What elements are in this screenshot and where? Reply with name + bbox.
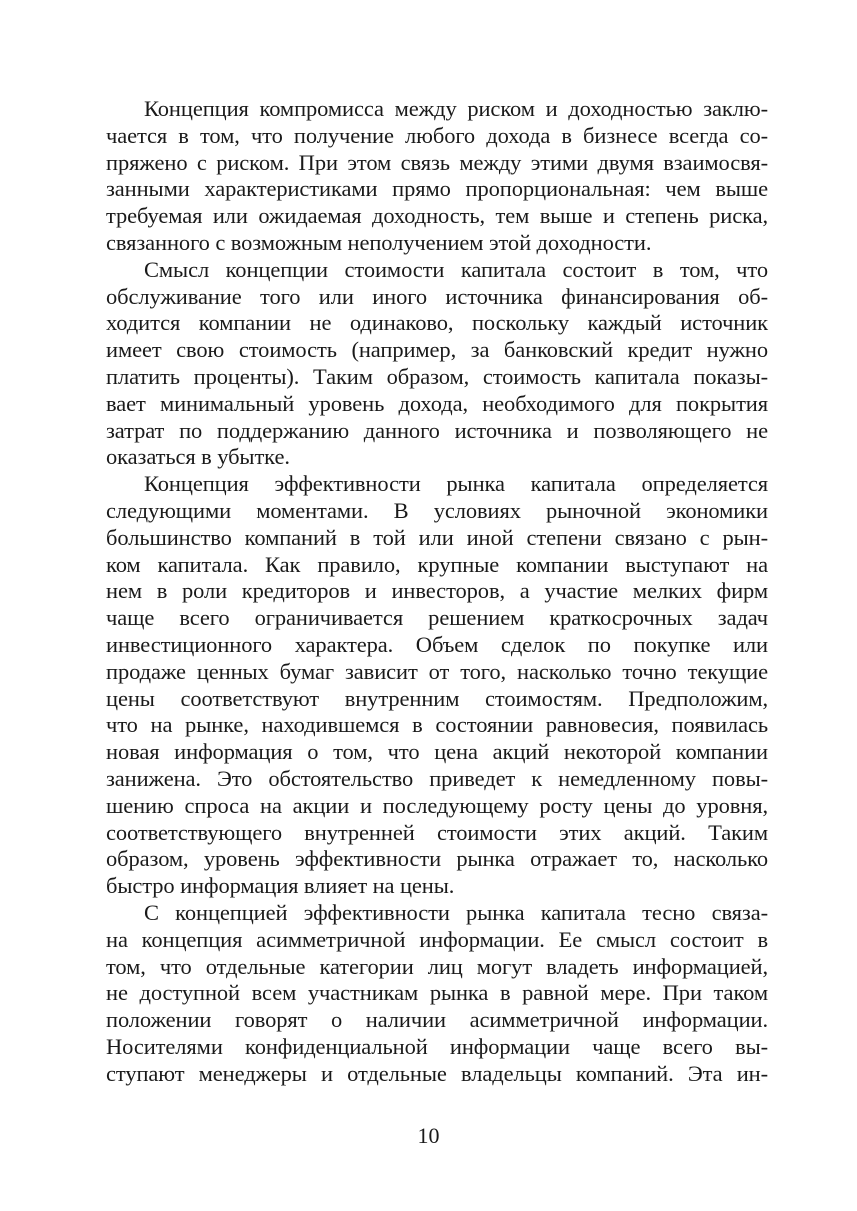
text-line: новая информация о том, что цена акций некоторой компании bbox=[106, 739, 768, 765]
text-line: платить проценты). Таким образом, стоимость капитала показы- bbox=[106, 363, 768, 389]
text-line: Концепция компромисса между риском и доходностью заклю- bbox=[144, 96, 768, 121]
body-text bbox=[106, 96, 768, 1087]
text-line: оказаться в убытке. bbox=[106, 444, 290, 470]
text-line: имеет свою стоимость (например, за банковский кредит нужно bbox=[106, 337, 768, 363]
text-line: занными характеристиками прямо пропорциональная: чем выше bbox=[106, 176, 768, 202]
text-line: обслуживание того или иного источника финансирования об- bbox=[106, 283, 768, 309]
text-line: инвестиционного характера. Объем сделок по покупке или bbox=[106, 631, 768, 657]
text-line: Носителями конфиденциальной информации чаще всего вы- bbox=[106, 1033, 768, 1059]
text-line: на концепция асимметричной информации. Ее смысл состоит в bbox=[106, 926, 768, 952]
text-line: шению спроса на акции и последующему росту цены до уровня, bbox=[106, 792, 768, 818]
text-line: чается в том, что получение любого дохода в бизнесе всегда со- bbox=[106, 122, 768, 148]
paragraph bbox=[106, 257, 768, 471]
text-line: что на рынке, находившемся в состоянии равновесия, появилась bbox=[106, 712, 768, 738]
paragraph bbox=[106, 900, 768, 1088]
text-line: положении говорят о наличии асимметричной информации. bbox=[106, 1007, 768, 1033]
text-line: следующими моментами. В условиях рыночной экономики bbox=[106, 497, 768, 523]
text-line: Концепция эффективности рынка капитала определяется bbox=[144, 471, 768, 497]
text-line: вает минимальный уровень дохода, необходимого для покрытия bbox=[106, 390, 768, 416]
text-line: требуемая или ожидаемая доходность, тем выше и степень риска, bbox=[106, 203, 768, 229]
text-line: ходится компании не одинаково, поскольку каждый источник bbox=[106, 310, 768, 336]
text-line: пряжено с риском. При этом связь между этими двумя взаимосвя- bbox=[106, 149, 768, 175]
text-line: соответствующего внутренней стоимости этих акций. Таким bbox=[106, 819, 768, 845]
paragraph bbox=[106, 96, 768, 257]
text-line: том, что отдельные категории лиц могут владеть информацией, bbox=[106, 953, 768, 979]
text-line: нем в роли кредиторов и инвесторов, а участие мелких фирм bbox=[106, 578, 768, 604]
paragraph bbox=[106, 471, 768, 900]
text-line: Смысл концепции стоимости капитала состоит в том, что bbox=[144, 256, 768, 282]
text-line: не доступной всем участникам рынка в равной мере. При таком bbox=[106, 980, 768, 1006]
text-line: С концепцией эффективности рынка капитала тесно связа- bbox=[144, 899, 768, 925]
text-line: быстро информация влияет на цены. bbox=[106, 873, 455, 899]
text-line: большинство компаний в той или иной степени связано с рын- bbox=[106, 524, 768, 550]
page-number: 10 bbox=[417, 1123, 440, 1148]
text-line: чаще всего ограничивается решением краткосрочных задач bbox=[106, 605, 768, 631]
text-line: ком капитала. Как правило, крупные компании выступают на bbox=[106, 551, 768, 577]
text-line: ступают менеджеры и отдельные владельцы компаний. Эта ин- bbox=[106, 1060, 768, 1086]
text-line: связанного с возможным неполучением этой доходности. bbox=[106, 229, 652, 255]
text-line: занижена. Это обстоятельство приведет к немедленному повы- bbox=[106, 765, 768, 791]
text-line: образом, уровень эффективности рынка отражает то, насколько bbox=[106, 846, 768, 872]
text-line: продаже ценных бумаг зависит от того, насколько точно текущие bbox=[106, 658, 768, 684]
text-line: затрат по поддержанию данного источника и позволяющего не bbox=[106, 417, 768, 443]
text-line: цены соответствуют внутренним стоимостям. Предположим, bbox=[106, 685, 768, 711]
